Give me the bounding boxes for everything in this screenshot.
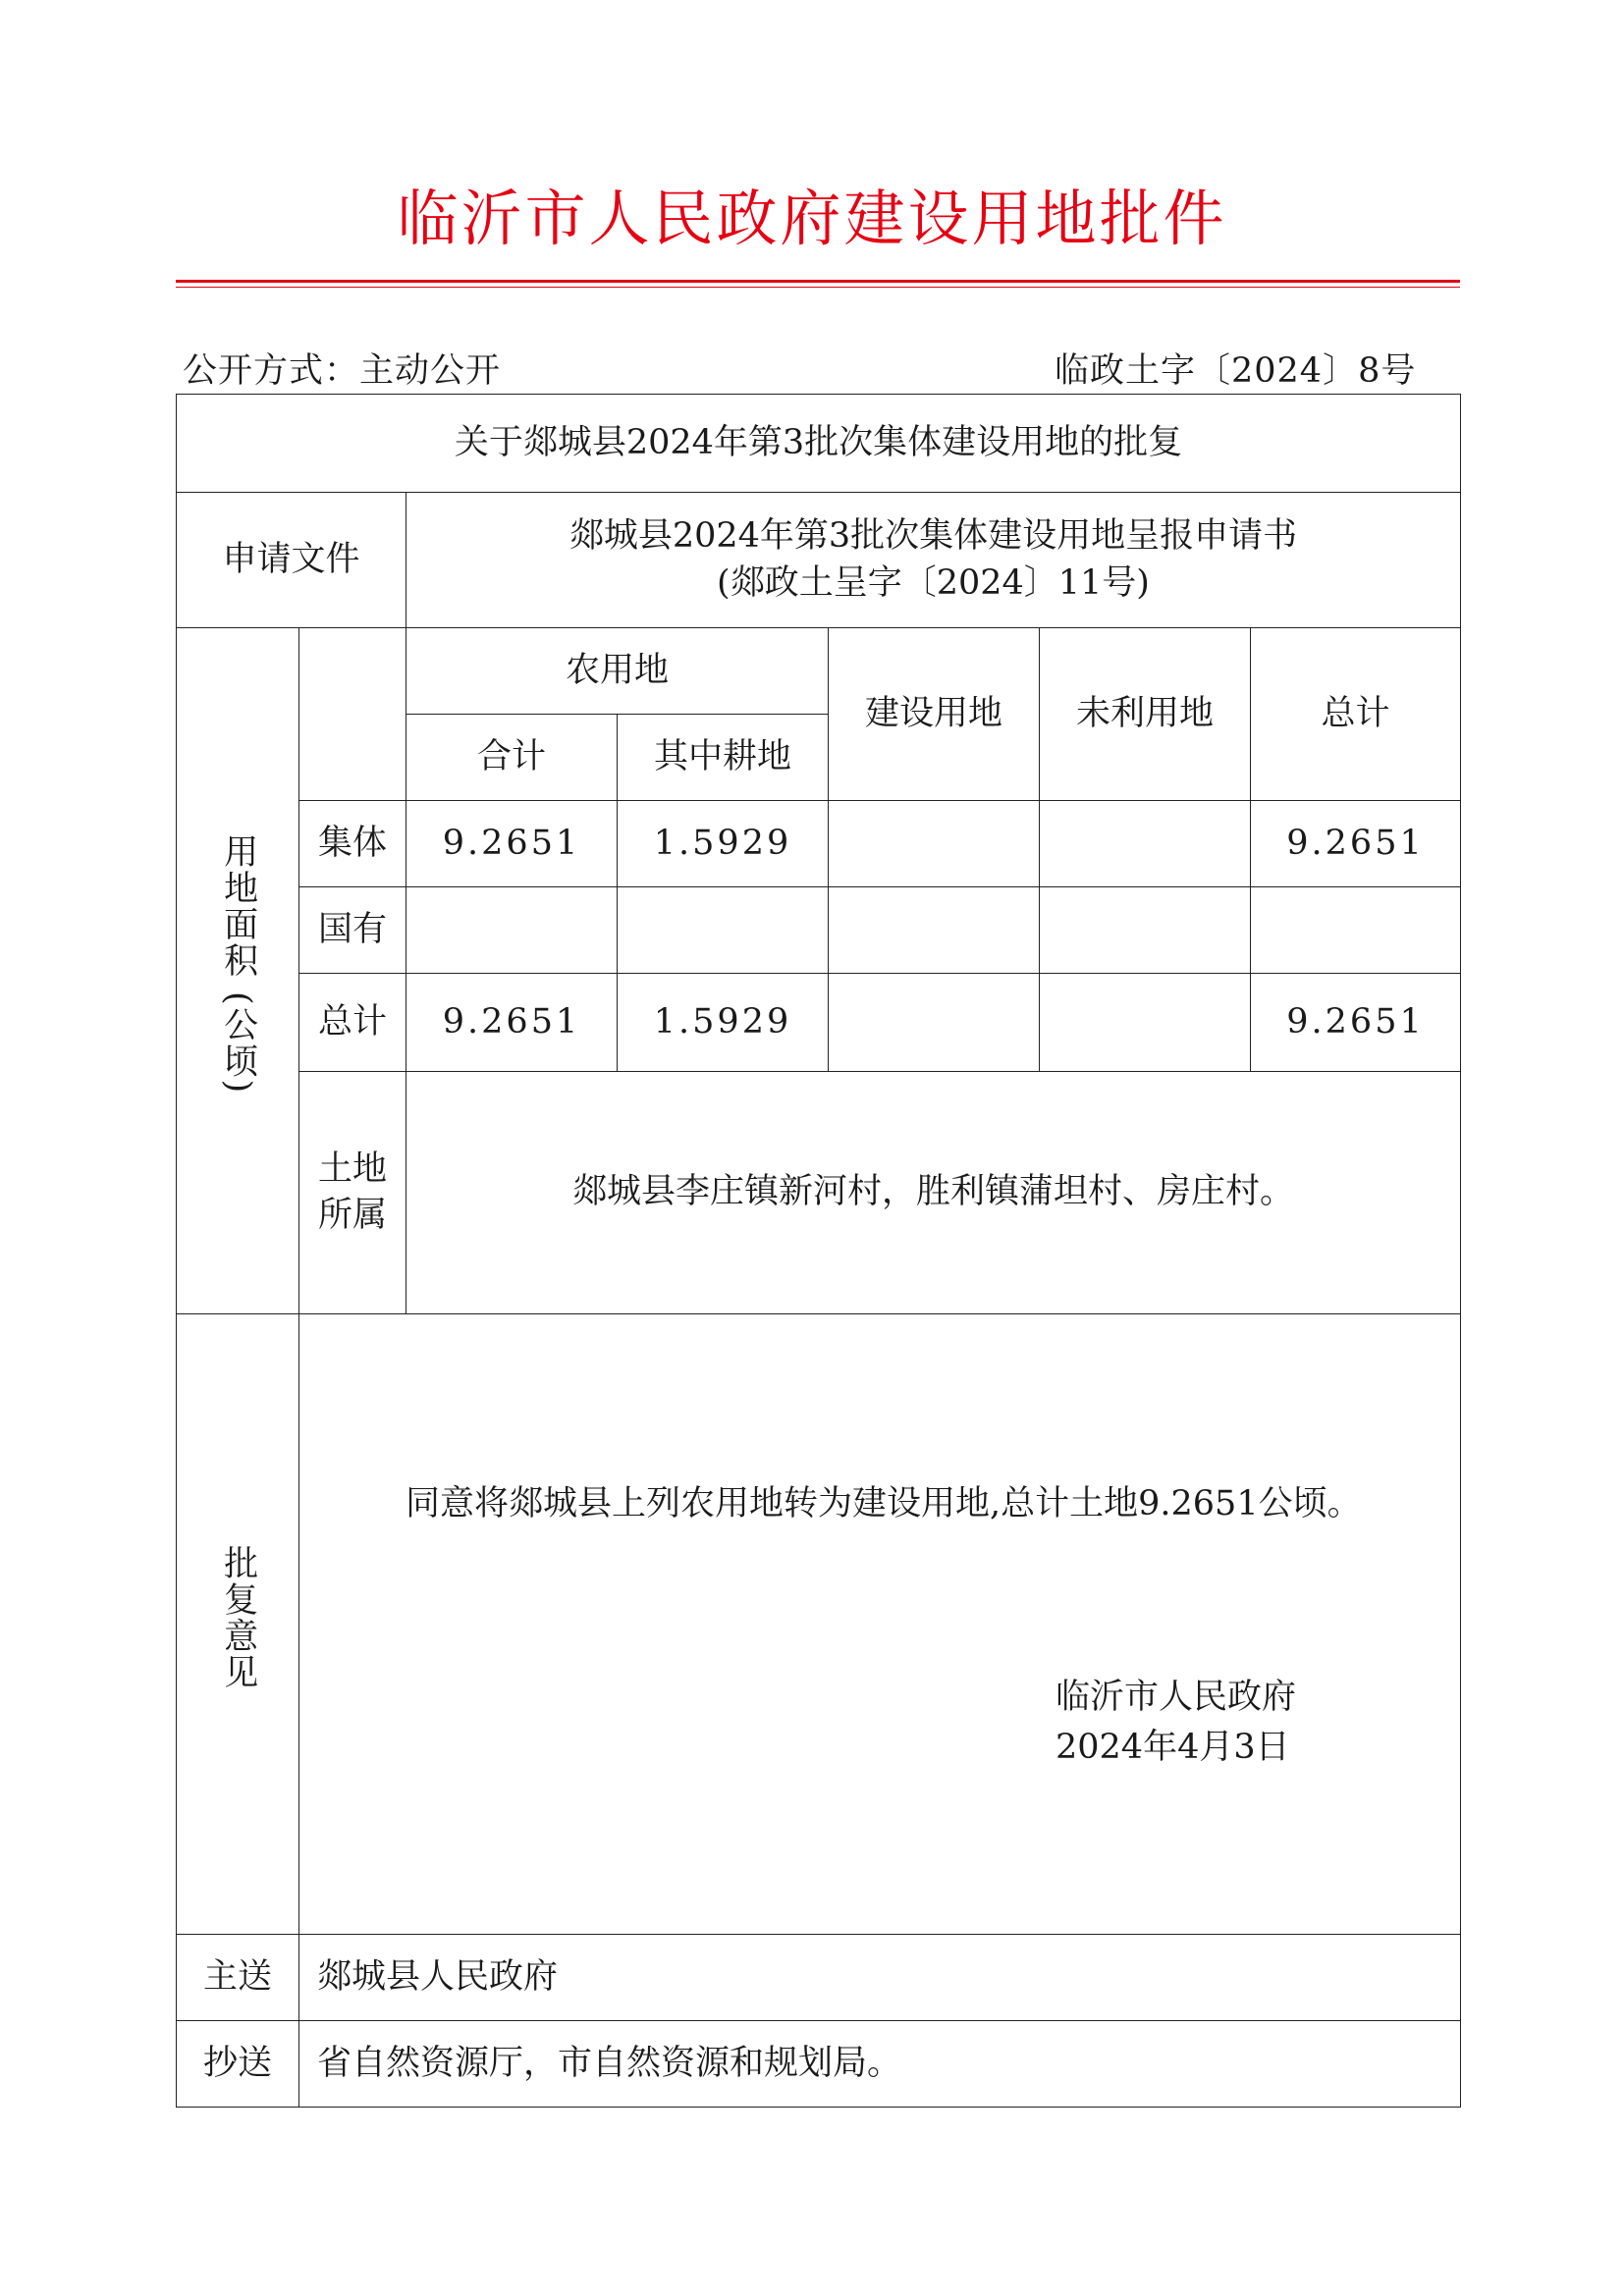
cell-total: 9.2651 [1251,974,1461,1072]
agri-header-cell [406,628,829,715]
document-title: 临沂市人民政府建设用地批件 [397,183,1227,254]
opinion-text: 同意将郯城县上列农用地转为建设用地,总计土地9.2651公顷。 [406,1484,1362,1523]
cc-label: 抄送 [202,2043,272,2083]
unused-header-cell [1040,628,1251,801]
cell-arable: 1.5929 [618,974,829,1072]
main-send-value-cell [299,1935,1461,2021]
area-unit-label: (公顷) [218,991,258,1095]
cc-label-cell [177,2021,299,2108]
land-owner-label-1: 土地 [317,1148,387,1189]
cell-unused [1040,801,1251,887]
cell-agri-total: 9.2651 [406,801,618,887]
unused-header: 未利用地 [1075,693,1214,733]
cc-value-cell [299,2021,1461,2108]
cell-arable: 1.5929 [618,801,829,887]
cell-construction [829,887,1040,974]
subject-text: 关于郯城县2024年第3批次集体建设用地的批复 [454,422,1183,462]
total-header: 总计 [1321,693,1390,733]
disclosure-mode: 公开方式：主动公开 [183,351,502,391]
cell-construction [829,974,1040,1072]
opinion-value-cell [299,1314,1461,1935]
area-label: 用地面积 [218,833,258,980]
opinion-label: 批复意见 [218,1544,258,1690]
cell-agri-total [406,887,618,974]
cc-value: 省自然资源厅，市自然资源和规划局。 [317,2043,902,2083]
agri-arable-header: 其中耕地 [653,736,791,776]
main-send-value: 郯城县人民政府 [317,1956,559,1997]
cell-agri-total: 9.2651 [406,974,618,1072]
construction-header-cell [829,628,1040,801]
agri-total-header: 合计 [476,736,546,776]
area-label-cell [177,628,299,1314]
title-rule-thin [176,287,1460,288]
application-line-2: (郯政土呈字〔2024〕11号) [717,562,1150,603]
main-send-label-cell [177,1935,299,2021]
signature-block [1056,1673,1296,1773]
table-row-collective [177,801,1461,887]
land-owner-value: 郯城县李庄镇新河村，胜利镇蒲坦村、房庄村。 [572,1172,1295,1212]
agri-header: 农用地 [565,650,669,690]
land-owner-label-2: 所属 [317,1196,387,1235]
application-label: 申请文件 [222,539,360,579]
agri-total-header-cell [406,715,618,801]
table-row-state [177,887,1461,974]
approval-table [176,394,1461,2108]
document-number: 临政土字〔2024〕8号 [1055,351,1417,391]
application-label-cell [177,493,406,628]
opinion-label-cell [177,1314,299,1935]
header-blank-cell [299,628,406,801]
row-label: 国有 [299,887,406,974]
table-row-total [177,974,1461,1072]
signing-date: 2024年4月3日 [1056,1727,1290,1767]
cell-arable [618,887,829,974]
total-header-cell [1251,628,1461,801]
application-value-cell [406,493,1461,628]
title-rule-thick [176,280,1460,283]
cell-construction [829,801,1040,887]
land-owner-value-cell [406,1072,1461,1314]
cell-total [1251,887,1461,974]
cell-total: 9.2651 [1251,801,1461,887]
land-owner-label-cell [299,1072,406,1314]
signing-organization: 临沂市人民政府 [1056,1678,1297,1717]
application-line-1: 郯城县2024年第3批次集体建设用地呈报申请书 [568,516,1298,557]
cell-unused [1040,974,1251,1072]
construction-header: 建设用地 [864,693,1002,733]
main-send-label: 主送 [202,1956,272,1997]
row-label: 总计 [299,974,406,1072]
subject-cell [177,395,1461,493]
agri-arable-header-cell [618,715,829,801]
row-label: 集体 [299,801,406,887]
cell-unused [1040,887,1251,974]
